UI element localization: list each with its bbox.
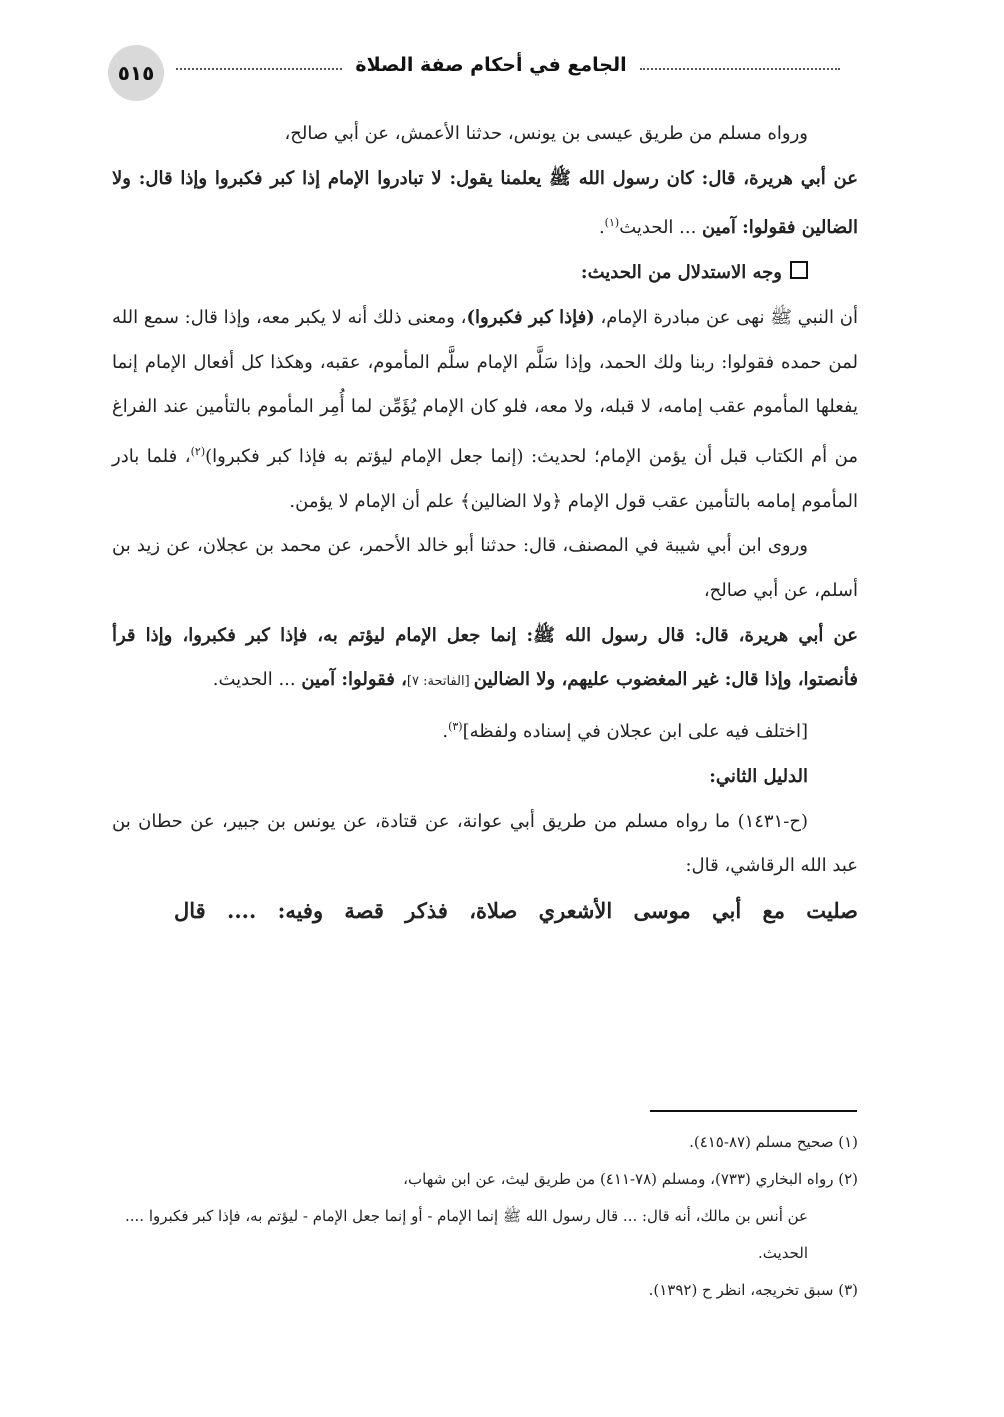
footnote-ref-3: (٣) [448, 720, 463, 734]
explanation-text-a: أن النبي ﷺ نهى عن مبادرة الإمام، [594, 306, 858, 328]
paragraph-hadith-2 [112, 614, 858, 705]
hadith-2-tail: ... الحديث. [212, 669, 302, 691]
footnote-ref-2: (٢) [190, 444, 206, 458]
hadith-2-text-b: ، فقولوا: آمين [301, 669, 407, 691]
paragraph-note [112, 705, 858, 755]
explanation-text-c: ، فلما بادر المأموم إمامه بالتأمين عقب قول الإمام ﴿ولا الضالين﴾ علم أن الإمام لا يؤمن. [112, 445, 858, 512]
hadith-tail: ... الحديث [619, 217, 703, 239]
section-heading-second-evidence: الدليل الثاني: [709, 765, 808, 787]
explanation-bold: (فإذا كبر فكبروا) [466, 306, 595, 328]
paragraph-explanation [112, 296, 858, 525]
section-heading-inference [112, 251, 858, 296]
footnote-2-continued: عن أنس بن مالك، أنه قال: ... قال رسول الله ﷺ إنما الإمام - أو إنما جعل الإمام - ليؤتم به، فإذا كبر فكبروا .... الحديث. [124, 1207, 808, 1262]
footnote-separator [650, 1110, 857, 1112]
note-end: . [442, 721, 449, 743]
footnotes [112, 1124, 858, 1309]
hadith-text: عن أبي هريرة، قال: كان رسول الله ﷺ يعلمنا يقول: لا تبادروا الإمام إذا كبر فكبروا وإذا قال: ولا الضالين فقولوا: آمين [112, 167, 858, 239]
main-text [112, 112, 858, 934]
paragraph-ibn-abi-shaybah: وروى ابن أبي شيبة في المصنف، قال: حدثنا أبو خالد الأحمر، عن محمد بن عجلان، عن زيد بن أسلم، عن أبي صالح، [112, 535, 858, 602]
page-number: ٥١٥ [108, 45, 164, 101]
footnote-ref-1: (١) [604, 216, 620, 230]
checkbox-square-icon [790, 261, 808, 279]
explanation-text-b: ، ومعنى ذلك أنه لا يكبر معه، وإذا قال: سمع الله لمن حمده فقولوا: ربنا ولك الحمد، وإذا سَلَّم الإمام سلَّم المأموم، عقبه، وهكذا كل أفعال الإمام إنما يفعلها المأموم عقب إمامه، لا قبله، ولا معه، فلو كان الإمام يُؤَمِّن لما أُمِر المأموم بالتأمين عند الفراغ من أم الكتاب قبل أن يؤمن الإمام؛ لحديث: (إنما جعل الإمام ليؤتم به فإذا كبر فكبروا) [112, 306, 858, 467]
footnote-1: (١) صحيح مسلم (٨٧-٤١٥). [689, 1133, 858, 1151]
footnote-3: (٣) سبق تخريجه، انظر ح (١٣٩٢). [648, 1281, 858, 1299]
paragraph-hadith-3-chain: (ح-١٤٣١) ما رواه مسلم من طريق أبي عوانة، عن قتادة، عن يونس بن جبير، عن حطان بن عبد الله الرقاشي، قال: [112, 810, 858, 877]
hadith-2-text: عن أبي هريرة، قال: قال رسول الله ﷺ: إنما جعل الإمام ليؤتم به، فإذا كبر فكبروا، وإذا قرأ فأنصتوا، وإذا قال: غير المغضوب عليهم، ولا الضالين [112, 624, 858, 691]
running-header-title: الجامع في أحكام صفة الصلاة [355, 54, 627, 76]
quran-reference: [الفاتحة: ٧] [406, 674, 474, 690]
header-dotted-line-left [176, 68, 342, 70]
paragraph-muslim-chain: ورواه مسلم من طريق عيسى بن يونس، حدثنا الأعمش، عن أبي صالح، [284, 123, 808, 144]
paragraph-hadith-1: عن أبي هريرة، قال: كان رسول الله ﷺ يعلمنا يقول: لا تبادروا الإمام إذا كبر فكبروا وإذا قال: ولا الضالين فقولوا: آمين ... الحديث$^{(١)}$. [112, 167, 858, 239]
paragraph-hadith-3: صليت مع أبي موسى الأشعري صلاة، فذكر قصة وفيه: .... قال [174, 897, 858, 923]
footnote-2: (٢) رواه البخاري (٧٣٣)، ومسلم (٧٨-٤١١) من طريق ليث، عن ابن شهاب، [403, 1170, 858, 1188]
note-text: [اختلف فيه على ابن عجلان في إسناده ولفظه] [462, 721, 808, 743]
header-dotted-line-right [640, 68, 840, 70]
heading-text: وجه الاستدلال من الحديث: [580, 262, 782, 284]
